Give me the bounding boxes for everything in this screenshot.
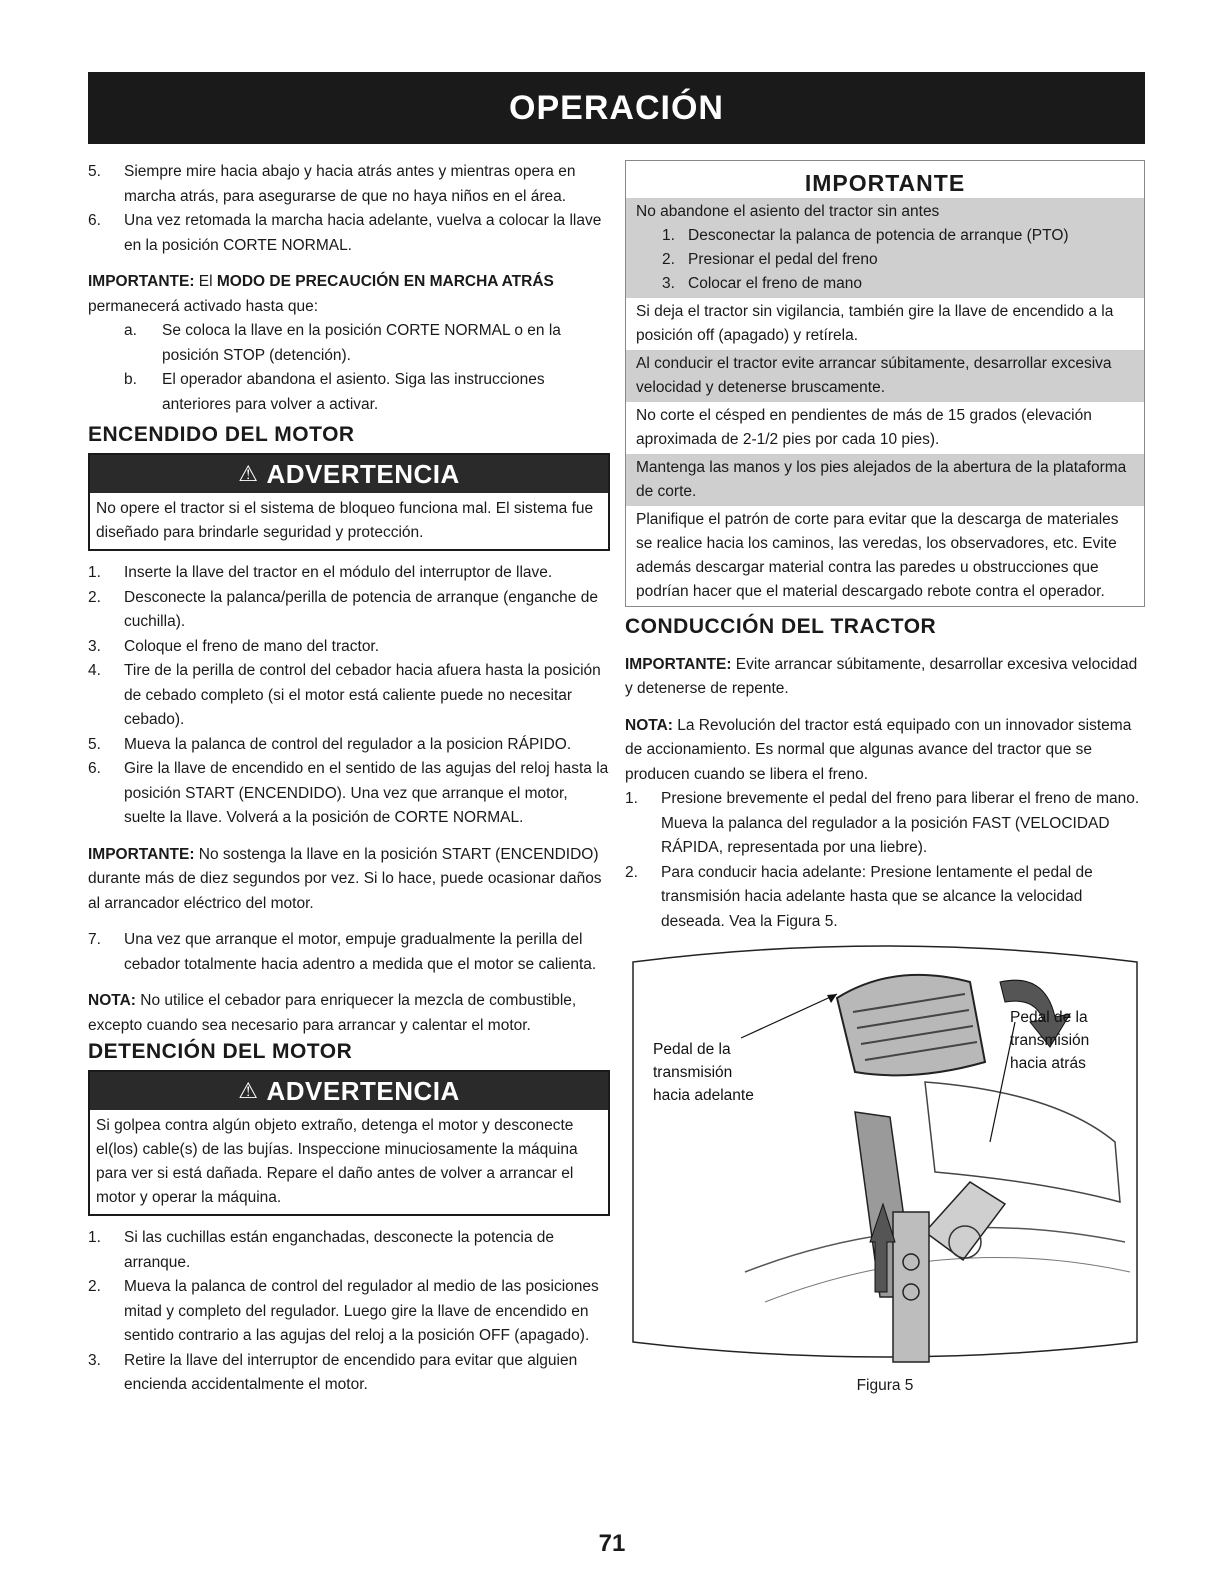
list-item: 1. Presione brevemente el pedal del freno para liberar el freno de mano. Mueva la palanca del regulador a la posición FAST (VELOCIDAD RÁPIDA, representada por una liebre).: [625, 790, 1140, 856]
important-note: IMPORTANTE: Evite arrancar súbitamente, desarrollar excesiva velocidad y detenerse de repente.: [625, 655, 1138, 697]
important-box-para: No corte el césped en pendientes de más de 15 grados (elevación aproximada de 2-1/2 pies por cada 10 pies).: [636, 406, 1092, 448]
list-item: 6. Gire la llave de encendido en el sentido de las agujas del reloj hasta la posición START (ENCENDIDO). Una vez que arranque el motor, suelte la llave. Volverá a la posición de CORTE NORMAL.: [88, 760, 609, 826]
list-item: 4. Tire de la perilla de control del cebador hacia afuera hasta la posición de cebado completo (si el motor está caliente puede no necesitar cebado).: [88, 662, 601, 728]
list-item: 3. Coloque el freno de mano del tractor.: [88, 637, 380, 655]
important-box-shaded-para: Mantenga las manos y los pies alejados de la abertura de la plataforma de corte.: [626, 454, 1144, 506]
warning-text: Si golpea contra algún objeto extraño, detenga el motor y desconecte el(los) cable(s) de las bujías. Inspeccione minuciosamente la máquina para ver si está dañada. Repare el daño antes de volver a arrancar el motor y operar la máquina.: [96, 1117, 578, 1206]
pedal-illustration: [625, 942, 1145, 1372]
list-item: 1. Desconectar la palanca de potencia de arranque (PTO): [662, 226, 1069, 244]
lettered-list: [88, 319, 610, 417]
important-box-para: Planifique el patrón de corte para evitar que la descarga de materiales se realice hacia los caminos, las veredas, los observadores, etc. Evite además descargar material contra las paredes u obstrucciones que podrían hacer que el material descargado rebote contra el operador.: [636, 510, 1119, 600]
list-item: 3. Retire la llave del interruptor de encendido para evitar que alguien encienda accidentalmente el motor.: [88, 1351, 578, 1393]
list-item: 1. Si las cuchillas están enganchadas, desconecte la potencia de arranque.: [88, 1229, 554, 1271]
important-box-shaded-para: Al conducir el tractor evite arrancar súbitamente, desarrollar excesiva velocidad y detenerse bruscamente.: [626, 350, 1144, 402]
warning-triangle-icon: ⚠: [238, 460, 259, 486]
list-item: 5. Mueva la palanca de control del regulador a la posicion RÁPIDO.: [88, 735, 572, 753]
list-item: 5. Siempre mire hacia abajo y hacia atrás antes y mientras opera en marcha atrás, para asegurarse de que no haya niños en el área.: [88, 163, 576, 205]
header-banner: [88, 72, 1145, 144]
list-item: a. Se coloca la llave en la posición CORTE NORMAL o en la posición STOP (detención).: [124, 322, 561, 364]
reverse-label-line: Pedal de la: [1010, 1009, 1088, 1026]
forward-label-line: hacia adelante: [653, 1087, 754, 1104]
important-note: IMPORTANTE: No sostenga la llave en la posición START (ENCENDIDO) durante más de diez segundos por vez. Si lo hace, puede ocasionar daños al arrancador eléctrico del motor.: [88, 845, 602, 912]
figure-5: [625, 942, 1145, 1372]
right-column: [625, 160, 1145, 1399]
important-box-shaded: No abandone el asiento del tractor sin antes 1. Desconectar la palanca de potencia de arranque (PTO) 2. Presionar el pedal del freno 3. Colocar el freno de mano: [626, 198, 1144, 298]
list-item: 2. Mueva la palanca de control del regulador al medio de las posiciones mitad y completo del regulador. Luego gire la llave de encendido en sentido contrario a las agujas del reloj a la posición OFF (apagado).: [88, 1278, 599, 1344]
warning-bar: ⚠ ADVERTENCIA: [90, 1072, 608, 1110]
page-number: 71: [598, 1530, 626, 1557]
list-item: 3. Colocar el freno de mano: [662, 274, 863, 292]
list-item: b. El operador abandona el asiento. Siga las instrucciones anteriores para volver a activar.: [124, 371, 545, 413]
warning-box: [88, 1070, 610, 1216]
reverse-label-line: transmisión: [1010, 1032, 1090, 1049]
left-column: [88, 160, 610, 1398]
note: NOTA: No utilice el cebador para enriquecer la mezcla de combustible, excepto cuando sea necesario para arrancar y calentar el motor.: [88, 992, 577, 1034]
page-title: OPERACIÓN: [509, 88, 724, 127]
section-heading-encendido: ENCENDIDO DEL MOTOR: [88, 423, 355, 446]
forward-pedal: [837, 975, 985, 1075]
important-box: [625, 160, 1145, 607]
list-item: 1. Inserte la llave del tractor en el módulo del interruptor de llave.: [88, 564, 553, 581]
warning-triangle-icon: ⚠: [238, 1077, 259, 1103]
list-item: 2. Presionar el pedal del freno: [662, 250, 878, 268]
list-item: 6. Una vez retomada la marcha hacia adelante, vuelva a colocar la llave en la posición CORTE NORMAL.: [88, 212, 602, 254]
reverse-label-line: hacia atrás: [1010, 1055, 1086, 1072]
note: NOTA: La Revolución del tractor está equipado con un innovador sistema de accionamiento. Es normal que algunas avance del tractor que se producen cuando se libera el freno.: [625, 716, 1132, 783]
warning-bar: ⚠ ADVERTENCIA: [90, 455, 608, 493]
warning-box: [88, 453, 610, 551]
section-heading-conduccion: CONDUCCIÓN DEL TRACTOR: [625, 614, 937, 638]
important-note: IMPORTANTE: El MODO DE PRECAUCIÓN EN MARCHA ATRÁS permanecerá activado hasta que:: [88, 273, 554, 315]
warning-text: No opere el tractor si el sistema de bloqueo funciona mal. El sistema fue diseñado para brindarle seguridad y protección.: [96, 500, 594, 541]
important-box-para: Si deja el tractor sin vigilancia, también gire la llave de encendido a la posición off (apagado) y retírela.: [636, 302, 1114, 344]
forward-label-line: transmisión: [653, 1064, 733, 1081]
important-box-title: IMPORTANTE: [804, 170, 966, 196]
section-heading-detencion: DETENCIÓN DEL MOTOR: [88, 1040, 353, 1063]
list-item: 2. Desconecte la palanca/perilla de potencia de arranque (enganche de cuchilla).: [88, 588, 598, 630]
list-item: 7. Una vez que arranque el motor, empuje gradualmente la perilla del cebador totalmente hacia adentro a medida que el motor se calienta.: [88, 931, 597, 973]
list-item: 2. Para conducir hacia adelante: Presione lentamente el pedal de transmisión hacia adelante hasta que se alcance la velocidad deseada. Vea la Figura 5.: [625, 863, 1093, 930]
reverse-pedal: [925, 1182, 1005, 1260]
figure-caption: Figura 5: [856, 1377, 914, 1394]
forward-label-line: Pedal de la: [653, 1041, 731, 1058]
